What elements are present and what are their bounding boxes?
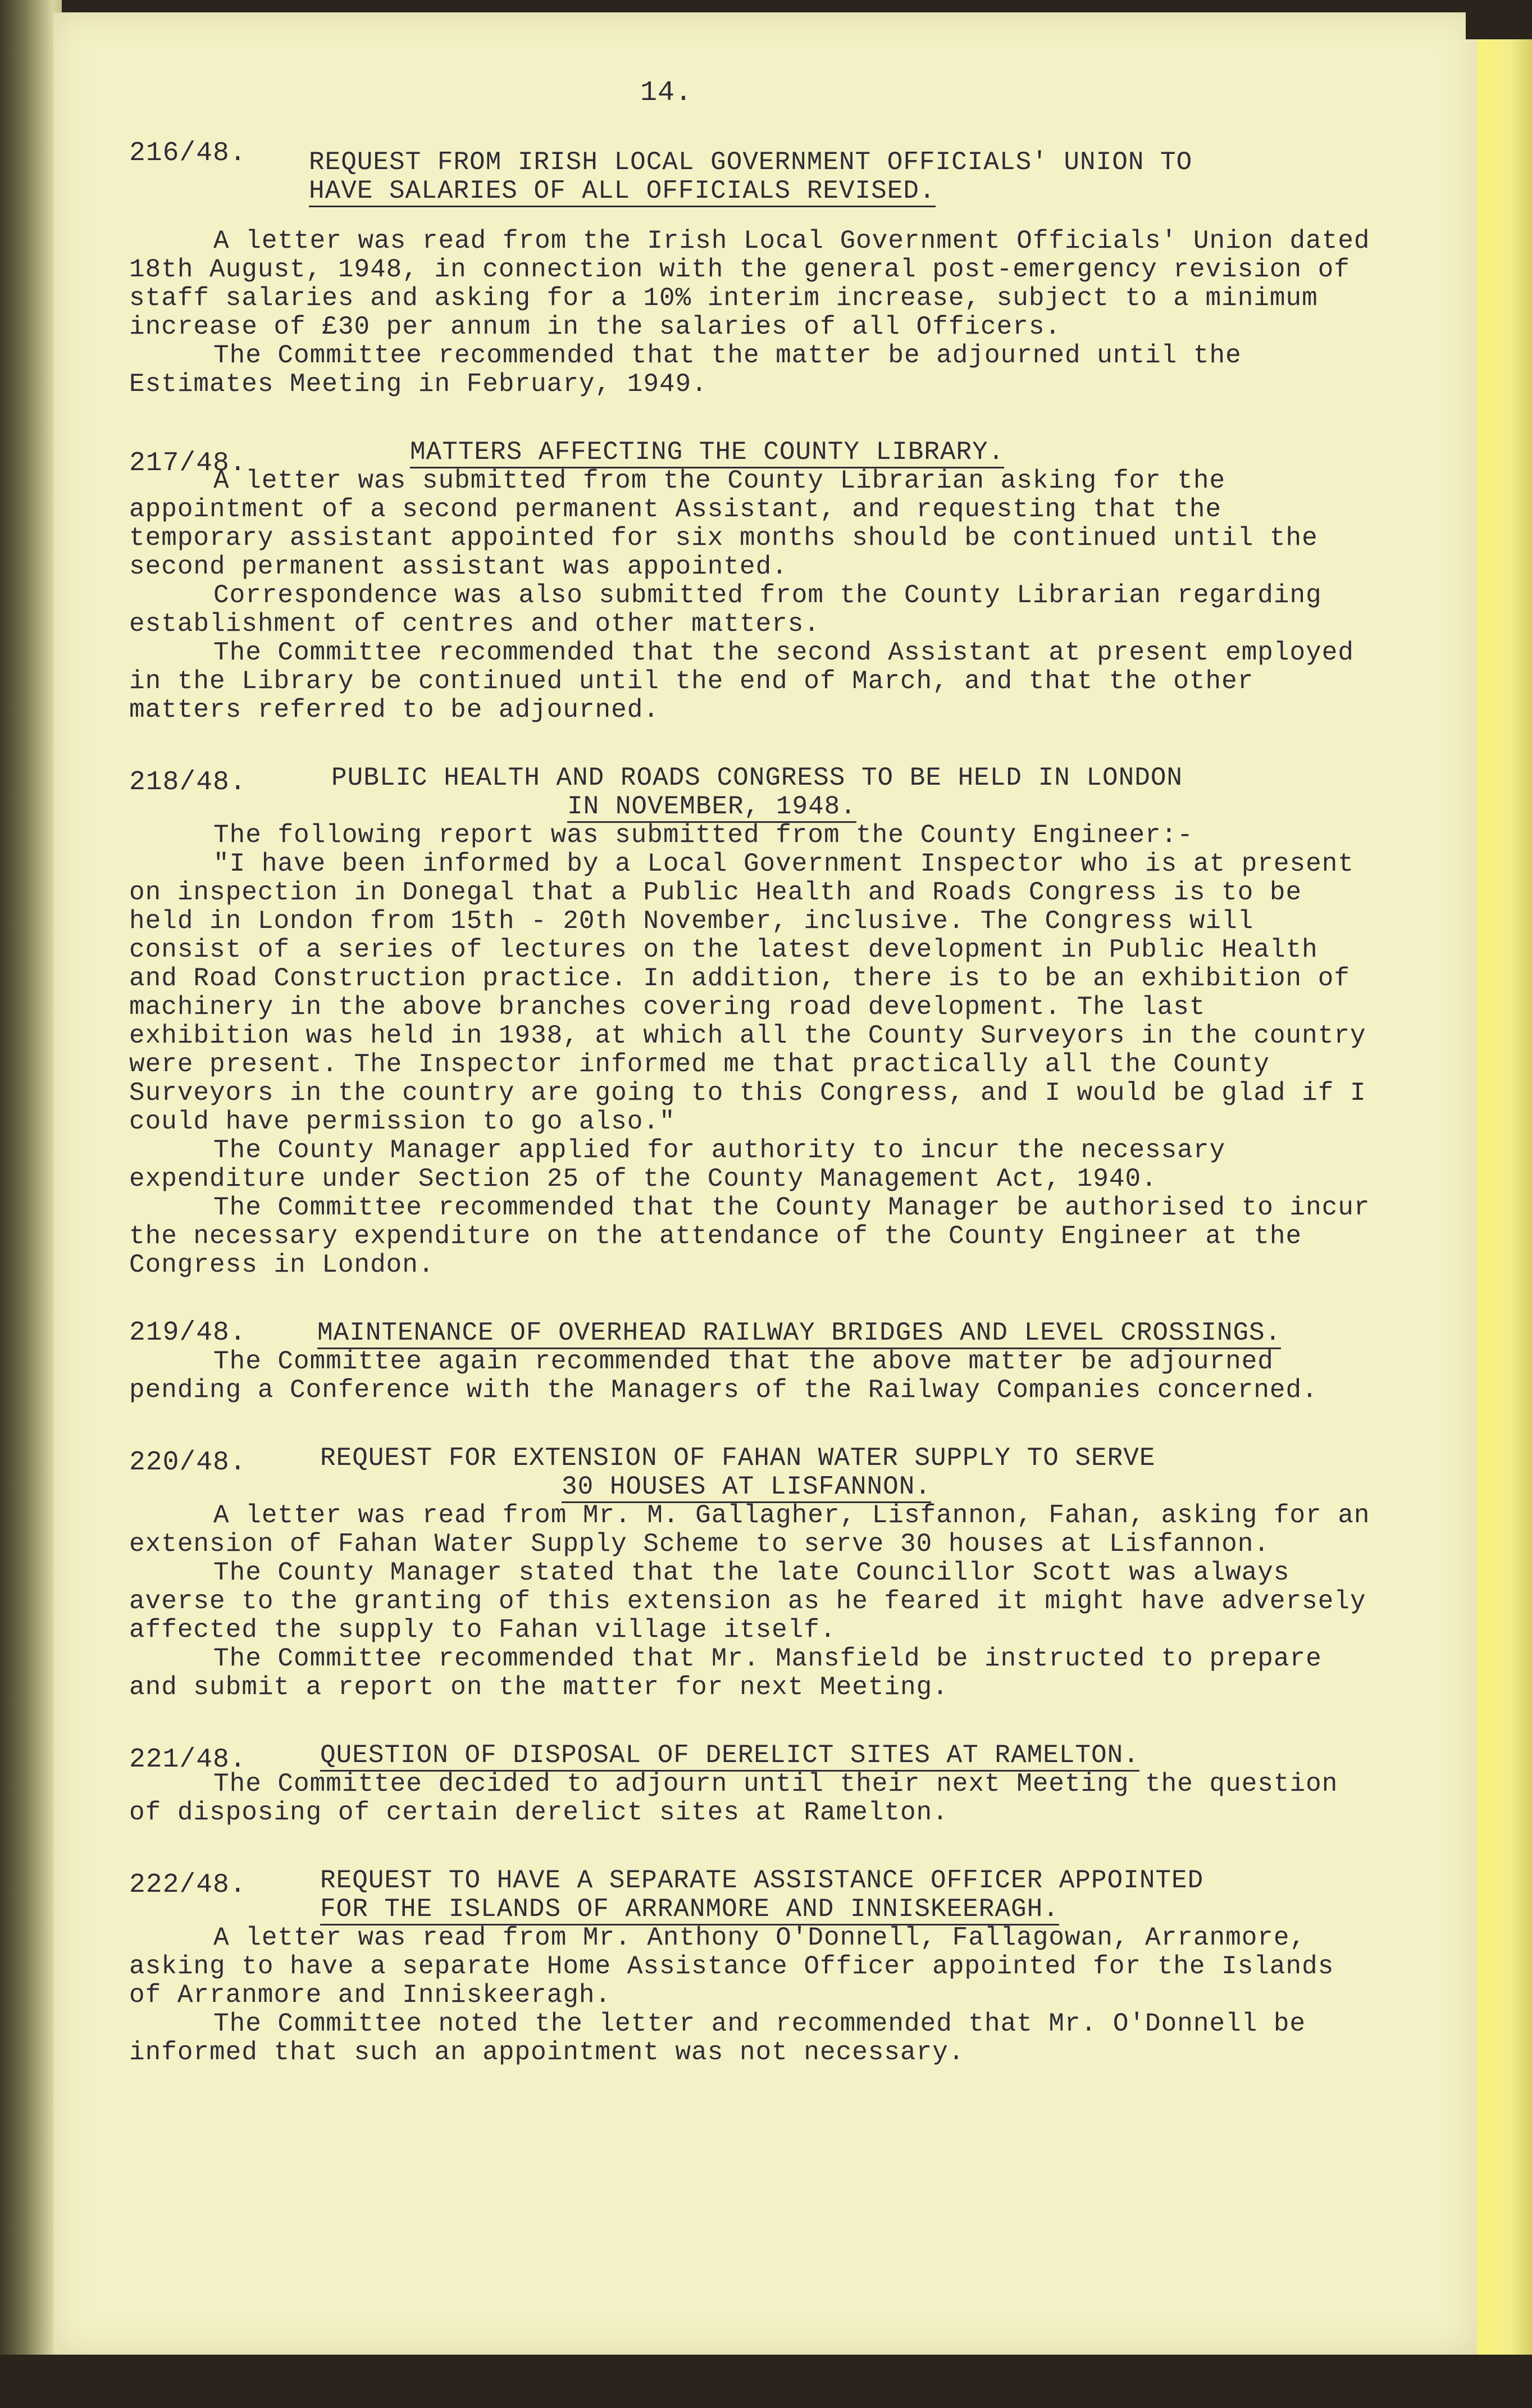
item-number: 219/48. [129, 1318, 247, 1348]
item-heading [331, 764, 1398, 821]
minute-item-217 [129, 438, 1376, 725]
item-heading [320, 1444, 1387, 1501]
paragraph: A letter was read from Mr. Anthony O'Donnell, Fallagowan, Arranmore, asking to have a separate Home Assistance Officer appointed for the Islands of Arranmore and Inniskeeragh. [129, 1923, 1334, 2010]
paragraph: A letter was read from Mr. M. Gallagher, Lisfannon, Fahan, asking for an extension of Fahan Water Supply Scheme to serve 30 houses at Lisfannon. [129, 1501, 1370, 1559]
paragraph: The following report was submitted from the County Engineer:- [213, 821, 1193, 850]
item-heading [320, 1741, 1387, 1770]
paragraph: The County Manager applied for authority to incur the necessary expenditure under Section 25 of the County Management Act, 1940. [129, 1136, 1226, 1194]
paragraph: A letter was read from the Irish Local Government Officials' Union dated 18th August, 1948, in connection with the general post-emergency revision of staff salaries and asking for a 10% interim increase, subject to a minimum increase of £30 per annum in the salaries of all Officers. [129, 226, 1370, 342]
paragraph: The Committee recommended that the matter be adjourned until the Estimates Meeting in February, 1949. [129, 341, 1242, 399]
heading-line: HAVE SALARIES OF ALL OFFICIALS REVISED. [309, 176, 936, 207]
minute-item-222 [129, 1867, 1376, 2067]
item-heading [309, 107, 1376, 206]
paragraph: The Committee recommended that Mr. Mansfield be instructed to prepare and submit a report on the matter for next Meeting. [129, 1644, 1322, 1702]
paragraph: The Committee decided to adjourn until their next Meeting the question of disposing of certain derelict sites at Ramelton. [129, 1769, 1338, 1827]
item-number: 218/48. [129, 767, 247, 798]
item-heading [410, 438, 1477, 467]
paragraph: The Committee recommended that the County Manager be authorised to incur the necessary expenditure on the attendance of the County Engineer at the Congress in London. [129, 1193, 1370, 1280]
paragraph: Correspondence was also submitted from the County Librarian regarding establishment of centres and other matters. [129, 581, 1322, 639]
item-number: 221/48. [129, 1745, 247, 1775]
item-number: 222/48. [129, 1870, 247, 1900]
heading-line: REQUEST TO HAVE A SEPARATE ASSISTANCE OFFICER APPOINTED [320, 1866, 1204, 1895]
minute-item-221 [129, 1741, 1376, 1827]
page-stack-edge [1477, 34, 1532, 2408]
paragraph: The Committee noted the letter and recommended that Mr. O'Donnell be informed that such an appointment was not necessary. [129, 2009, 1306, 2067]
page-number: 14. [640, 77, 693, 109]
heading-line: QUESTION OF DISPOSAL OF DERELICT SITES AT RAMELTON. [320, 1741, 1139, 1772]
item-number: 217/48. [129, 448, 247, 479]
item-heading [317, 1319, 1384, 1348]
heading-line: PUBLIC HEALTH AND ROADS CONGRESS TO BE HELD IN LONDON [331, 763, 1183, 793]
heading-line: MAINTENANCE OF OVERHEAD RAILWAY BRIDGES AND LEVEL CROSSINGS. [317, 1318, 1281, 1349]
paragraph: The Committee recommended that the second Assistant at present employed in the Library be continued until the end of March, and that the other matters referred to be adjourned. [129, 638, 1354, 725]
paragraph: The Committee again recommended that the above matter be adjourned pending a Conference with the Managers of the Railway Companies concerned. [129, 1347, 1318, 1405]
minute-item-219 [129, 1319, 1376, 1405]
paragraph: The County Manager stated that the late Councillor Scott was always averse to the granting of this extension as he feared it might have adversely affected the supply to Fahan village itself. [129, 1558, 1366, 1645]
heading-line: FOR THE ISLANDS OF ARRANMORE AND INNISKEERAGH. [320, 1895, 1059, 1926]
facing-page-edge [0, 0, 62, 2408]
minutes-content [129, 77, 1376, 2067]
heading-line: REQUEST FROM IRISH LOCAL GOVERNMENT OFFICIALS' UNION TO [309, 148, 1193, 177]
minute-item-216 [129, 107, 1376, 399]
item-number: 220/48. [129, 1447, 247, 1478]
paragraph: A letter was submitted from the County Librarian asking for the appointment of a second permanent Assistant, and requesting that the temporary assistant appointed for six months should be continued until the second permanent assistant was appointed. [129, 466, 1318, 581]
minute-item-218 [129, 764, 1376, 1280]
heading-line: IN NOVEMBER, 1948. [567, 792, 856, 823]
item-number: 216/48. [129, 138, 247, 169]
heading-line: 30 HOUSES AT LISFANNON. [562, 1472, 931, 1503]
heading-line: MATTERS AFFECTING THE COUNTY LIBRARY. [410, 438, 1004, 468]
paragraph: "I have been informed by a Local Government Inspector who is at present on inspection in Donegal that a Public Health and Roads Congress is to be held in London from 15th - 20th November, inclusive. The Congress will consist of a series of lectures on the latest development in Public Health and Road Construction practice. In addition, there is to be an exhibition of machinery in the above branches covering road development. The last exhibition was held in 1938, at which all the County Surveyors in the country were present. The Inspector informed me that practically all the County Surveyors in the country are going to this Congress, and I would be glad if I could have permission to go also." [129, 849, 1366, 1136]
minute-item-220 [129, 1444, 1376, 1702]
heading-line: REQUEST FOR EXTENSION OF FAHAN WATER SUPPLY TO SERVE [320, 1444, 1156, 1473]
item-heading [320, 1867, 1387, 1924]
